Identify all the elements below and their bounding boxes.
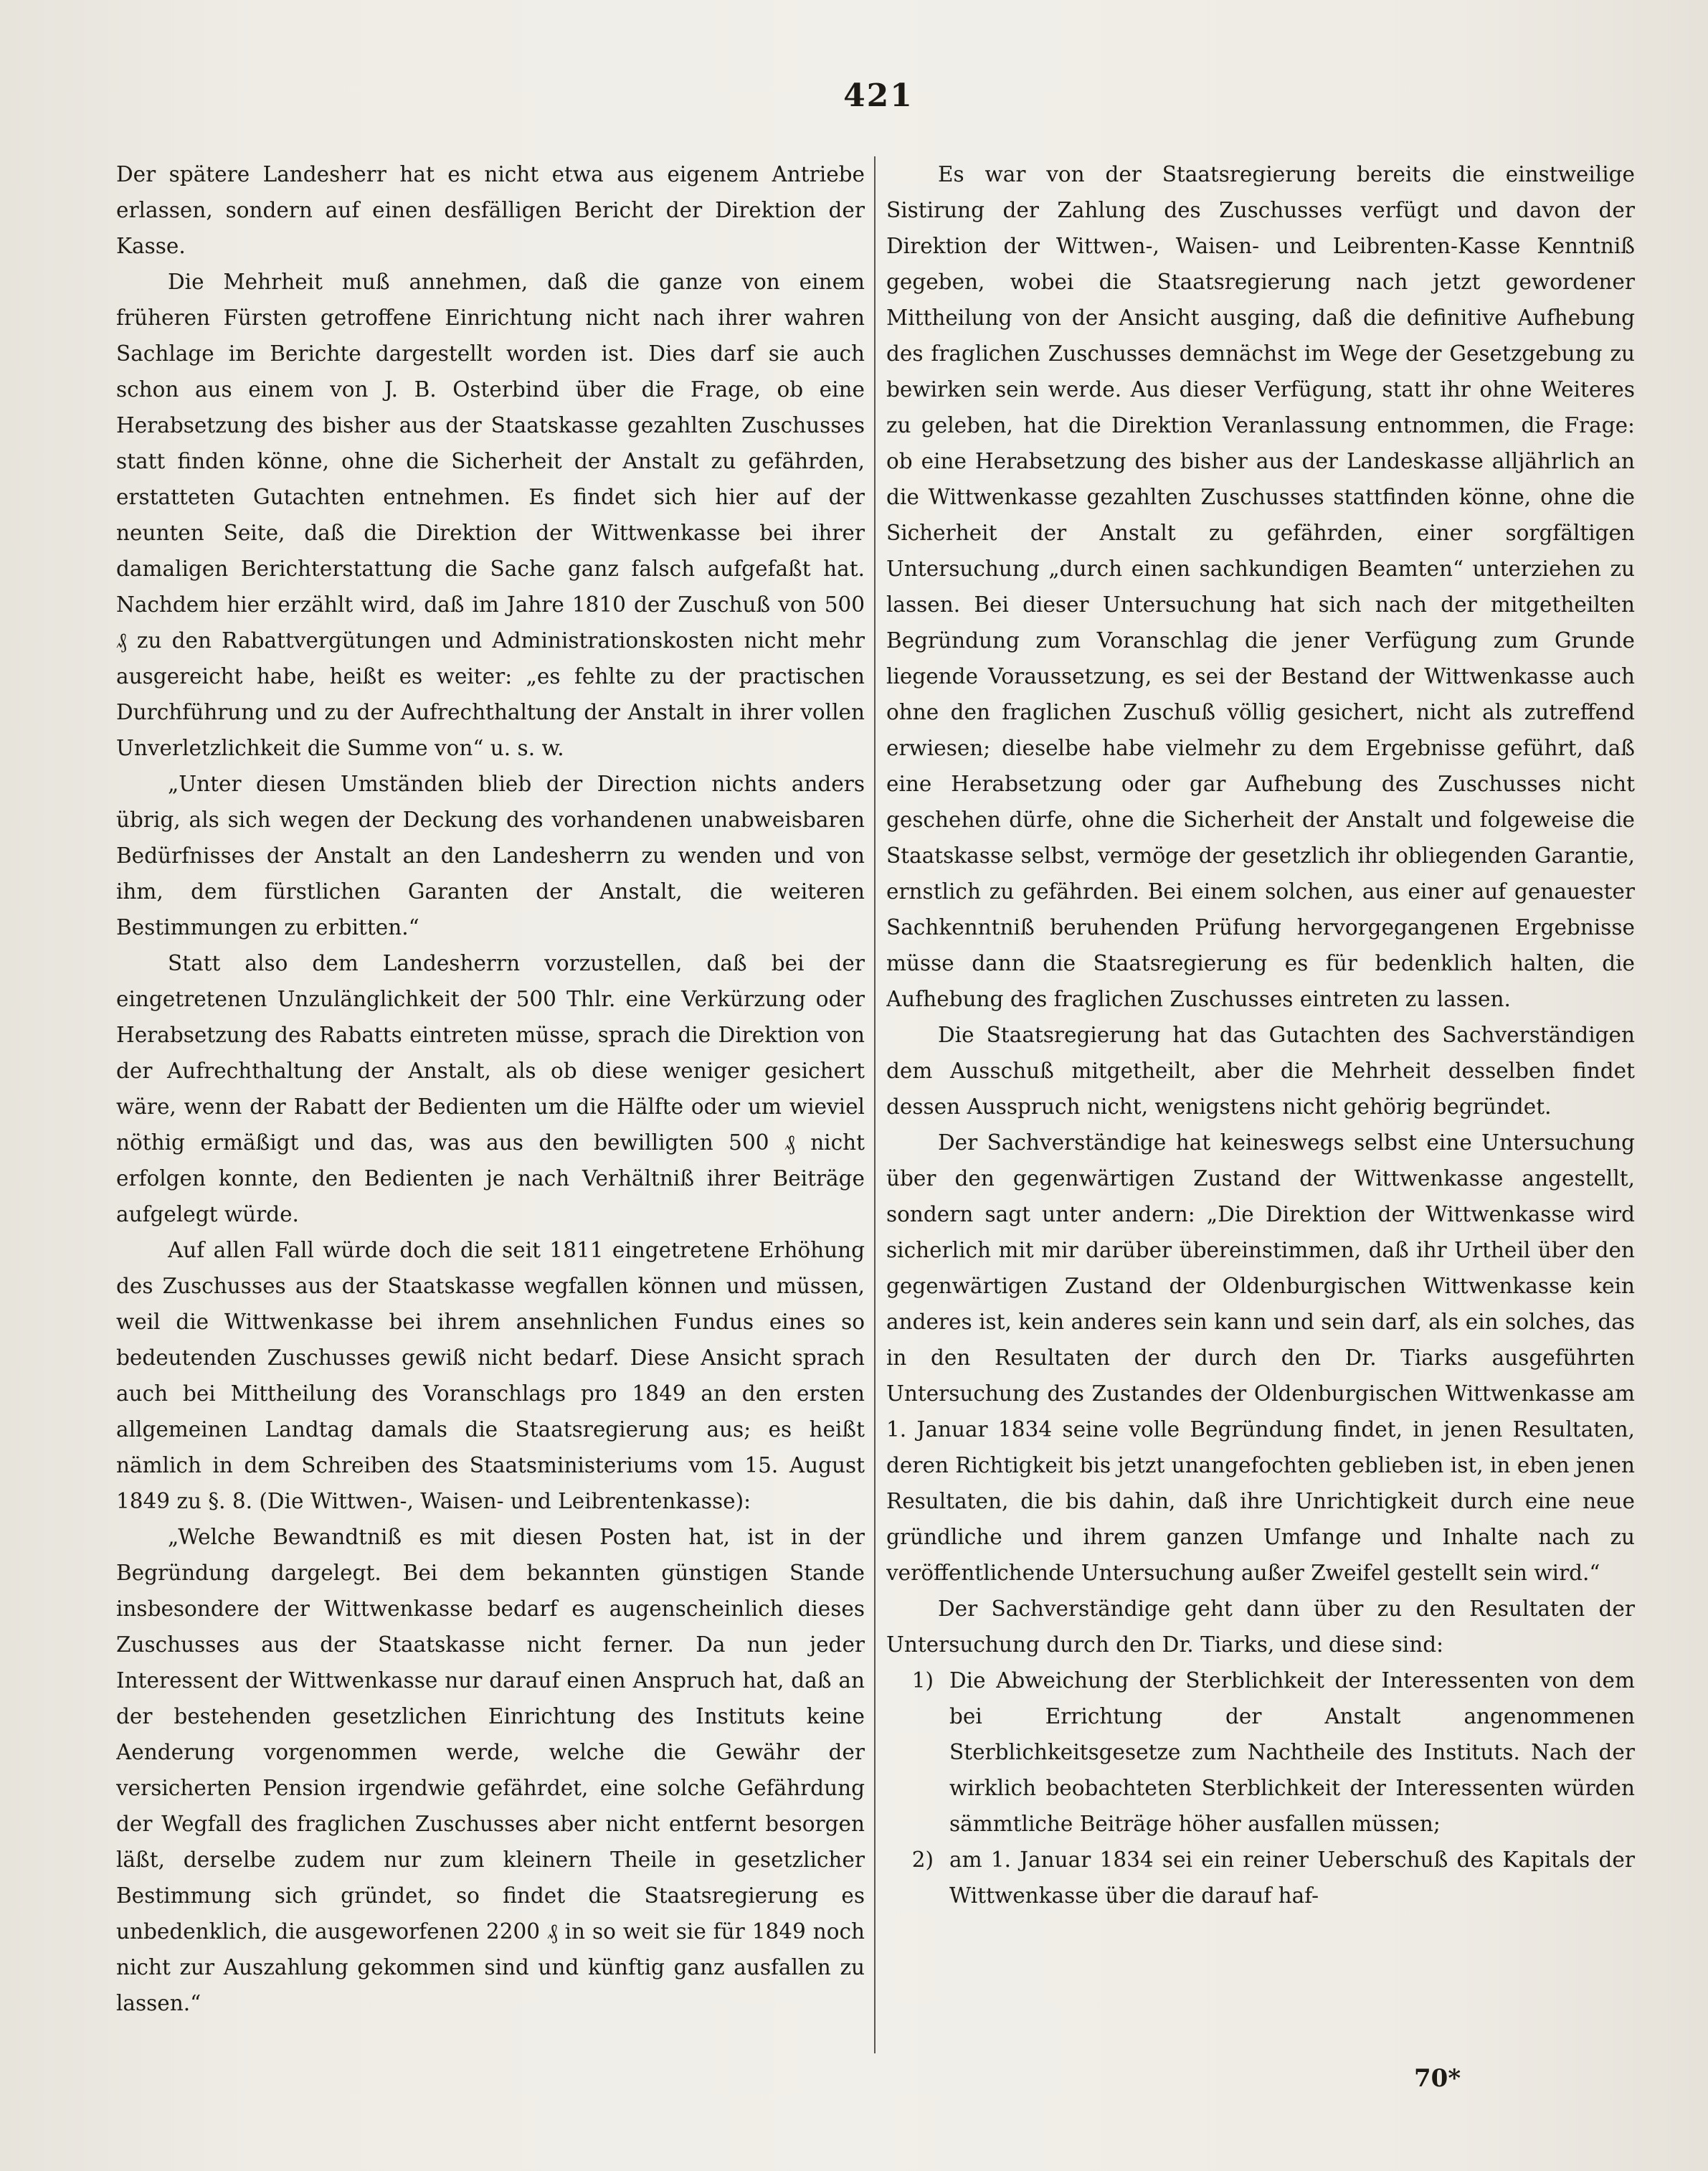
text-columns [116,156,1635,2086]
list-item-number: 2) [911,1848,934,1872]
paragraph: Auf allen Fall würde doch die seit 1811 eingetretene Erhöhung des Zuschusses aus der Staatskasse wegfallen können und müssen, weil die Wittwenkasse bei ihrem ansehnlichen Fundus eines so bedeutenden Zuschusses gewiß nicht bedarf. Diese Ansicht sprach auch bei Mittheilung des Voranschlags pro 1849 an den ersten allgemeinen Landtag damals die Staatsregierung aus; es heißt nämlich in dem Schreiben des Staatsministeriums vom 15. August 1849 zu §. 8. (Die Wittwen-, Waisen- und Leibrentenkasse): [116,1238,865,1513]
paragraph: Der spätere Landesherr hat es nicht etwa aus eigenem Antriebe erlassen, sondern auf einen desfälligen Bericht der Direktion der Kasse. [116,162,865,258]
paragraph: Der Sachverständige hat keineswegs selbst eine Untersuchung über den gegenwärtigen Zustand der Wittwenkasse angestellt, sondern sagt unter andern: „Die Direktion der Wittwenkasse wird sicherlich mit mir darüber übereinstimmen, daß ihr Urtheil über den gegenwärtigen Zustand der Oldenburgischen Wittwenkasse kein anderes ist, kein anderes sein kann und sein darf, als ein solches, das in den Resultaten der durch den Dr. Tiarks ausgeführten Untersuchung des Zustandes der Oldenburgischen Wittwenkasse am 1. Januar 1834 seine volle Begründung findet, in jenen Resultaten, deren Richtigkeit bis jetzt unangefochten geblieben ist, in eben jenen Resultaten, die bis dahin, daß ihre Unrichtigkeit durch eine neue gründliche und ihrem ganzen Umfange und Inhalte nach zu veröffentlichende Untersuchung außer Zweifel gestellt sein wird.“ [886,1130,1635,1585]
paragraph: Statt also dem Landesherrn vorzustellen, daß bei der eingetretenen Unzulänglichkeit der 500 Thlr. eine Verkürzung oder Herabsetzung des Rabatts eintreten müsse, sprach die Direktion von der Aufrechthaltung der Anstalt, als ob diese weniger gesichert wäre, wenn der Rabatt der Bedienten um die Hälfte oder um wieviel nöthig ermäßigt und das, was aus den bewilligten 500 ₰ nicht erfolgen konnte, den Bedienten je nach Verhältniß ihrer Beiträge aufgelegt würde. [116,951,865,1226]
list-item-text: am 1. Januar 1834 sei ein reiner Ueberschuß des Kapitals der Wittwenkasse über die darauf haf- [949,1848,1635,1908]
numbered-list [886,1662,1635,1914]
printer-signature: 70* [1414,2064,1461,2093]
list-item [886,1842,1635,1914]
paragraph: Die Staatsregierung hat das Gutachten des Sachverständigen dem Ausschuß mitgetheilt, aber die Mehrheit desselben findet dessen Ausspruch nicht, wenigstens nicht gehörig begründet. [886,1023,1635,1119]
paragraph: „Welche Bewandtniß es mit diesen Posten hat, ist in der Begründung dargelegt. Bei dem bekannten günstigen Stande insbesondere der Wittwenkasse bedarf es augenscheinlich dieses Zuschusses aus der Staatskasse nicht ferner. Da nun jeder Interessent der Wittwenkasse nur darauf einen Anspruch hat, daß an der bestehenden gesetzlichen Einrichtung des Instituts keine Aenderung vorgenommen werde, welche die Gewähr der versicherten Pension irgendwie gefährdet, eine solche Gefährdung der Wegfall des fraglichen Zuschusses aber nicht entfernt besorgen läßt, derselbe zudem nur zum kleinern Theile in gesetzlicher Bestimmung sich gründet, so findet die Staatsregierung es unbedenklich, die ausgeworfenen 2200 ₰ in so weit sie für 1849 noch nicht zur Auszahlung gekommen sind und künftig ganz ausfallen zu lassen.“ [116,1525,865,2015]
list-item-text: Die Abweichung der Sterblichkeit der Interessenten von dem bei Errichtung der Anstalt angenommenen Sterblichkeitsgesetze zum Nachtheile des Instituts. Nach der wirklich beobachteten Sterblichkeit der Interessenten würden sämmtliche Beiträge höher ausfallen müssen; [949,1668,1635,1836]
paragraph: Die Mehrheit muß annehmen, daß die ganze von einem früheren Fürsten getroffene Einrichtung nicht nach ihrer wahren Sachlage im Berichte dargestellt worden ist. Dies darf sie auch schon aus einem von J. B. Osterbind über die Frage, ob eine Herabsetzung des bisher aus der Staatskasse gezahlten Zuschusses statt finden könne, ohne die Sicherheit der Anstalt zu gefährden, erstatteten Gutachten entnehmen. Es findet sich hier auf der neunten Seite, daß die Direktion der Wittwenkasse bei ihrer damaligen Berichterstattung die Sache ganz falsch aufgefaßt hat. Nachdem hier erzählt wird, daß im Jahre 1810 der Zuschuß von 500 ₰ zu den Rabattvergütungen und Administrationskosten nicht mehr ausgereicht habe, heißt es weiter: „es fehlte zu der practischen Durchführung und zu der Aufrechthaltung der Anstalt in ihrer vollen Unverletzlichkeit die Summe von“ u. s. w. [116,270,865,760]
list-item-number: 1) [911,1668,934,1693]
paragraph: „Unter diesen Umständen blieb der Direction nichts anders übrig, als sich wegen der Deckung des vorhandenen unabweisbaren Bedürfnisses der Anstalt an den Landesherrn zu wenden und von ihm, dem fürstlichen Garanten der Anstalt, die weiteren Bestimmungen zu erbitten.“ [116,772,865,940]
page-number: 421 [843,77,914,114]
list-item [886,1662,1635,1842]
paragraph: Der Sachverständige geht dann über zu den Resultaten der Untersuchung durch den Dr. Tiarks, und diese sind: [886,1597,1635,1657]
right-column [886,156,1635,2086]
left-column [116,156,865,2086]
paragraph: Es war von der Staatsregierung bereits die einstweilige Sistirung der Zahlung des Zuschusses verfügt und davon der Direktion der Wittwen-, Waisen- und Leibrenten-Kasse Kenntniß gegeben, wobei die Staatsregierung nach jetzt gewordener Mittheilung von der Ansicht ausging, daß die definitive Aufhebung des fraglichen Zuschusses demnächst im Wege der Gesetzgebung zu bewirken sein werde. Aus dieser Verfügung, statt ihr ohne Weiteres zu geleben, hat die Direktion Veranlassung entnommen, die Frage: ob eine Herabsetzung des bisher aus der Landeskasse alljährlich an die Wittwenkasse gezahlten Zuschusses stattfinden könne, ohne die Sicherheit der Anstalt zu gefährden, einer sorgfältigen Untersuchung „durch einen sachkundigen Beamten“ unterziehen zu lassen. Bei dieser Untersuchung hat sich nach der mitgetheilten Begründung zum Voranschlag die jener Verfügung zum Grunde liegende Voraussetzung, es sei der Bestand der Wittwenkasse auch ohne den fraglichen Zuschuß völlig gesichert, nicht als zutreffend erwiesen; dieselbe habe vielmehr zu dem Ergebnisse geführt, daß eine Herabsetzung oder gar Aufhebung des Zuschusses nicht geschehen dürfe, ohne die Sicherheit der Anstalt und folgeweise die Staatskasse selbst, vermöge der gesetzlich ihr obliegenden Garantie, ernstlich zu gefährden. Bei einem solchen, aus einer auf genauester Sachkenntniß beruhenden Prüfung hervorgegangenen Ergebnisse müsse dann die Staatsregierung es für bedenklich halten, die Aufhebung des fraglichen Zuschusses eintreten zu lassen. [886,162,1635,1011]
column-divider [874,156,876,2053]
